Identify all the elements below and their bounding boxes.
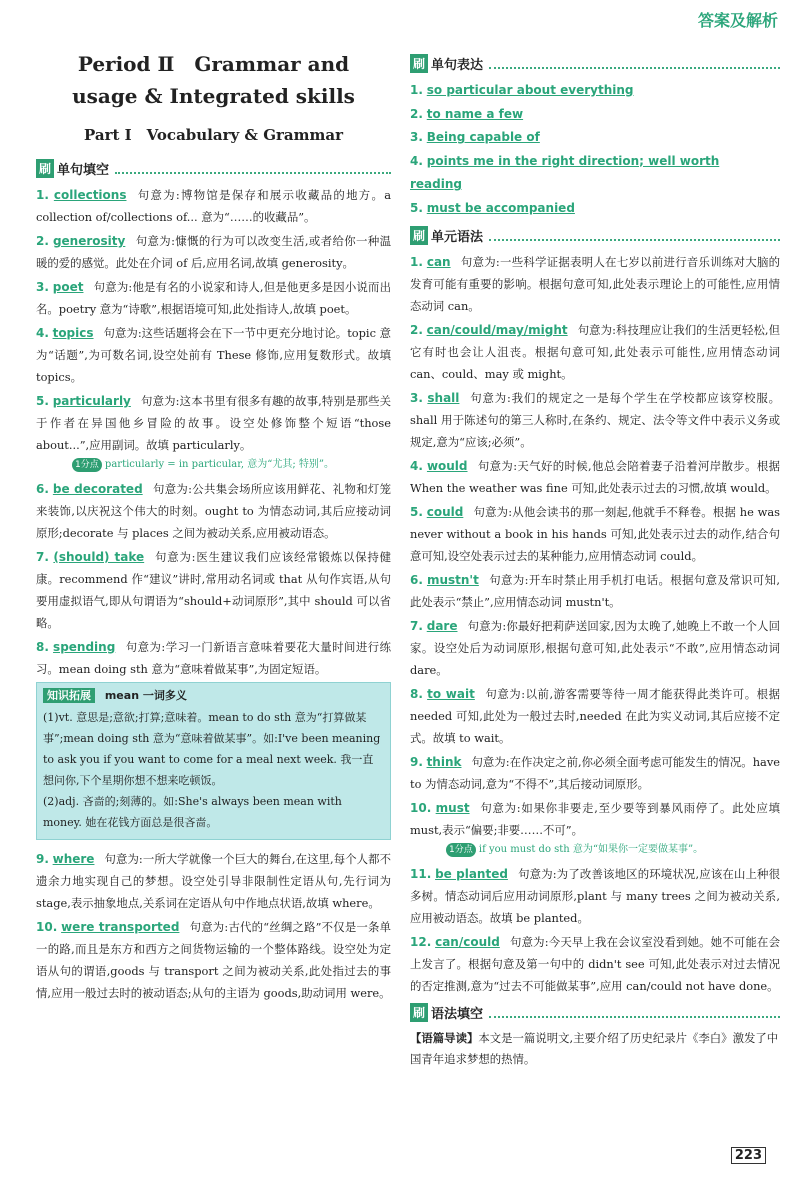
item-number: 5. [410, 505, 423, 519]
item-explanation: 句意为:一些科学证据表明人在七岁以前进行音乐训练对大脑的发育可能有重要的影响。根据句意可知,此处表示理论上的可能性,应用情态动词 can。 [410, 255, 781, 313]
item-explanation: 句意为:医生建议我们应该经常锻炼以保持健康。recommend 作“建议”讲时,常用动名词或 that 从句作宾语,从句要用虚拟语气,即从句谓语为“should+动词原形”,其中 should 可以省略。 [36, 550, 392, 630]
item-explanation: 句意为:为了改善该地区的环境状况,应该在山上种很多树。情态动词后应用动词原形,plant 与 many trees 之间为被动关系,应用被动语态。故填 be planted。 [410, 867, 781, 925]
item-number: 9. [36, 852, 49, 866]
item-answer: to wait [427, 687, 475, 701]
item-number: 7. [36, 550, 49, 564]
item-answer: think [426, 755, 462, 769]
item-answer: (should) take [53, 550, 145, 564]
item-explanation: 句意为:我们的规定之一是每个学生在学校都应该穿校服。shall 用于陈述句的第三人称时,在条约、规定、法令等文件中表示义务或规定,意为“应该;必须”。 [410, 391, 780, 449]
item-number: 11. [410, 867, 432, 881]
item-number: 4. [410, 153, 423, 168]
page-number: 223 [731, 1147, 766, 1164]
answer-item [36, 230, 391, 274]
item-answer: would [426, 459, 468, 473]
item-explanation: 句意为:古代的“丝绸之路”不仅是一条单一的路,而且是东方和西方之间货物运输的一个整体路线。设空处为定语从句的谓语,goods 与 transport 之间为被动关系,此处指过去的事情,应用一般过去时的被动语态;从句的主语为 goods,助动词用 were。 [36, 920, 391, 1000]
answer-item [36, 322, 391, 388]
item-answer: points me in the right direction; well worth reading [410, 153, 720, 191]
answer-item [36, 184, 391, 228]
section-label: 单句表达 [431, 58, 484, 73]
section-divider [489, 231, 780, 241]
item-number: 5. [410, 200, 423, 215]
answer-item [36, 848, 391, 914]
item-answer: shall [427, 391, 460, 405]
section-divider [489, 1008, 780, 1018]
answer-item [410, 615, 780, 681]
expression-answer [410, 150, 780, 197]
item-explanation: 句意为:在作决定之前,你必须全面考虑可能发生的情况。have to 为情态动词,意为“不得不”,其后接动词原形。 [410, 755, 780, 791]
item-answer: spending [53, 640, 116, 654]
item-answer: dare [426, 619, 458, 633]
answer-item [410, 455, 780, 499]
item-explanation: 句意为:一所大学就像一个巨大的舞台,在这里,每个人都不遗余力地实现自己的梦想。设空处引导非限制性定语从句,先行词为 stage,表示抽象地点,关系词在定语从句中作地点状语,故填 where。 [36, 852, 391, 910]
expression-answer [410, 197, 780, 221]
knowledge-line-2: (2)adj. 吝啬的;刻薄的。如:She's always been mean with money. 她在花钱方面总是很吝啬。 [43, 795, 342, 829]
answer-item [410, 931, 780, 997]
item-answer: can [426, 255, 451, 269]
item-explanation: 句意为:这些话题将会在下一节中更充分地讨论。topic 意为“话题”,为可数名词,设空处前有 These 修饰,应用复数形式。故填 topics。 [36, 326, 391, 384]
part-subtitle: Part Ⅰ Vocabulary & Grammar [84, 126, 343, 144]
item-number: 2. [36, 234, 49, 248]
item-explanation: 句意为:如果你非要走,至少要等到暴风雨停了。此处应填 must,表示“偏要;非要……不可”。 [410, 801, 780, 837]
section-label: 单句填空 [57, 163, 110, 178]
item-number: 4. [36, 326, 49, 340]
item-answer: collections [53, 188, 127, 202]
knowledge-box [36, 682, 391, 840]
lead-text: 本文是一篇说明文,主要介绍了历史纪录片《李白》激发了中国青年追求梦想的热情。 [410, 1031, 779, 1066]
item-answer: be planted [435, 867, 508, 881]
section-divider [489, 59, 780, 69]
tip-badge: 1分点 [72, 458, 102, 472]
tip-badge: 1分点 [446, 843, 476, 857]
answer-item [410, 319, 780, 385]
expression-answer [410, 126, 780, 150]
item-explanation: 句意为:从他会读书的那一刻起,他就手不释卷。根据 he was never without a book in his hands 可知,此处表示过去的动作,结合句意可知,设空处表示过去的某种能力,应用情态动词 could。 [410, 505, 780, 563]
item-answer: to name a few [426, 106, 524, 121]
item-number: 3. [36, 280, 49, 294]
item-answer: where [52, 852, 95, 866]
right-item-list-2 [410, 863, 780, 997]
answer-item [410, 683, 780, 749]
item-number: 8. [36, 640, 49, 654]
left-item-list-1 [36, 184, 391, 456]
section-badge: 刷 [410, 54, 428, 73]
header-label: 答案及解析 [697, 11, 778, 30]
left-item-list-3 [36, 848, 391, 1004]
item-number: 2. [410, 323, 423, 337]
section-badge: 刷 [36, 159, 54, 178]
lead-tag: 【语篇导读】 [410, 1031, 479, 1045]
item-explanation: 句意为:公共集会场所应该用鲜花、礼物和灯笼来装饰,以庆祝这个伟大的时刻。ought to 为情态动词,其后应接动词原形;decorate 与 places 之间为被动关系,应用被动语态。 [36, 482, 391, 540]
item-answer: must [435, 801, 470, 815]
item-answer: be decorated [52, 482, 143, 496]
knowledge-heading: mean 一词多义 [104, 689, 187, 702]
section-badge: 刷 [410, 226, 428, 245]
answer-item [36, 390, 391, 456]
item-number: 7. [410, 619, 423, 633]
item-number: 8. [410, 687, 423, 701]
item-number: 4. [410, 459, 423, 473]
title-line-1: Period Ⅱ Grammar and [77, 52, 350, 76]
answer-item [36, 636, 391, 680]
passage-lead [410, 1028, 780, 1070]
answer-item [36, 478, 391, 544]
item-number: 1. [410, 255, 423, 269]
item-explanation: 句意为:博物馆是保存和展示收藏品的地方。a collection of/collections of... 意为“……的收藏品”。 [36, 188, 391, 224]
item-answer: could [426, 505, 464, 519]
left-item-list-2 [36, 478, 391, 680]
section-divider [115, 164, 391, 174]
item-answer: topics [52, 326, 94, 340]
section-label: 单元语法 [431, 230, 484, 245]
tip-note-5 [72, 458, 391, 472]
item-number: 5. [36, 394, 49, 408]
item-answer: must be accompanied [426, 200, 575, 215]
answer-item [36, 916, 391, 1004]
item-number: 10. [36, 920, 58, 934]
left-column [36, 48, 391, 1006]
item-explanation: 句意为:今天早上我在会议室没看到她。她不可能在会上发言了。根据句意及第一句中的 didn't see 可知,此处表示对过去情况的否定推测,意为“过去不可能做某事”,应用 can/could not have done。 [410, 935, 781, 993]
item-answer: can/could/may/might [426, 323, 568, 337]
tip-text: particularly = in particular, 意为“尤其; 特别”。 [104, 459, 335, 470]
answer-item [410, 797, 780, 841]
answer-item [410, 251, 780, 317]
item-explanation: 句意为:学习一门新语言意味着要花大量时间进行练习。mean doing sth 意为“意味着做某事”,为固定短语。 [36, 640, 392, 676]
knowledge-box-title [43, 687, 384, 703]
item-answer: Being capable of [426, 130, 540, 144]
answer-item [410, 863, 780, 929]
section-badge: 刷 [410, 1003, 428, 1022]
item-answer: generosity [52, 234, 126, 248]
page-header [0, 0, 800, 36]
answer-item [36, 546, 391, 634]
expression-answer-list [410, 79, 780, 220]
section-header-sentence-expression [410, 54, 780, 73]
answer-item [36, 276, 391, 320]
answer-item [410, 569, 780, 613]
knowledge-tag: 知识拓展 [43, 688, 95, 703]
item-explanation: 句意为:科技理应让我们的生活更轻松,但它有时也会让人沮丧。根据句意可知,此处表示可能性,应用情态动词 can、could、may 或 might。 [410, 323, 780, 381]
item-answer: poet [52, 280, 84, 294]
item-explanation: 句意为:天气好的时候,他总会陪着妻子沿着河岸散步。根据 When the weather was fine 可知,此处表示过去的习惯,故填 would。 [410, 459, 781, 495]
section-header-grammar-fill [410, 1003, 780, 1022]
page-title [36, 48, 391, 112]
item-number: 10. [410, 801, 432, 815]
item-answer: mustn't [426, 573, 479, 587]
item-explanation: 句意为:以前,游客需要等待一周才能获得此类许可。根据 needed 可知,此处为一般过去时,needed 在此为实义动词,其后应接不定式。故填 to wait。 [410, 687, 780, 745]
right-item-list-1 [410, 251, 780, 841]
item-number: 3. [410, 391, 423, 405]
item-explanation: 句意为:这本书里有很多有趣的故事,特别是那些关于作者在异国他乡冒险的故事。设空处修饰整个短语“those about...”,应用副词。故填 particularly。 [36, 394, 391, 452]
item-answer: can/could [435, 935, 500, 949]
answer-item [410, 501, 780, 567]
tip-note-10 [446, 843, 780, 857]
section-header-fill-blank [36, 159, 391, 178]
item-explanation: 句意为:开车时禁止用手机打电话。根据句意及常识可知,此处表示“禁止”,应用情态动词 mustn't。 [410, 573, 781, 609]
item-number: 1. [36, 188, 49, 202]
item-number: 2. [410, 106, 423, 121]
item-number: 1. [410, 83, 423, 97]
expression-answer [410, 103, 780, 127]
knowledge-line-1: (1)vt. 意思是;意欲;打算;意味着。mean to do sth 意为“打算做某事”;mean doing sth 意为“意味着做某事”。如:I've been meaning to ask you if you want to come for a meal next week. 我一直想问你,下个星期你想不想来吃顿饭。 [43, 711, 381, 787]
item-number: 12. [410, 935, 432, 949]
item-number: 9. [410, 755, 423, 769]
item-explanation: 句意为:你最好把莉萨送回家,因为太晚了,她晚上不敢一个人回家。设空处后为动词原形,根据句意可知,此处表示“不敢”,应用情态动词 dare。 [410, 619, 780, 677]
item-answer: particularly [52, 394, 131, 408]
right-column [410, 48, 780, 1070]
item-number: 6. [410, 573, 423, 587]
expression-answer [410, 79, 780, 103]
section-label: 语法填空 [431, 1007, 484, 1022]
answer-item [410, 387, 780, 453]
title-line-2: usage & Integrated skills [72, 84, 355, 108]
item-number: 3. [410, 130, 423, 144]
item-explanation: 句意为:他是有名的小说家和诗人,但是他更多是因小说而出名。poetry 意为“诗歌”,根据语境可知,此处指诗人,故填 poet。 [36, 280, 391, 316]
item-answer: were transported [61, 920, 180, 934]
tip-text: if you must do sth 意为“如果你一定要做某事”。 [478, 844, 704, 855]
item-answer: so particular about everything [426, 83, 634, 97]
section-header-unit-grammar [410, 226, 780, 245]
item-explanation: 句意为:慷慨的行为可以改变生活,或者给你一种温暖的爱的感觉。此处在介词 of 后,应用名词,故填 generosity。 [36, 234, 391, 270]
answer-item [410, 751, 780, 795]
item-number: 6. [36, 482, 49, 496]
